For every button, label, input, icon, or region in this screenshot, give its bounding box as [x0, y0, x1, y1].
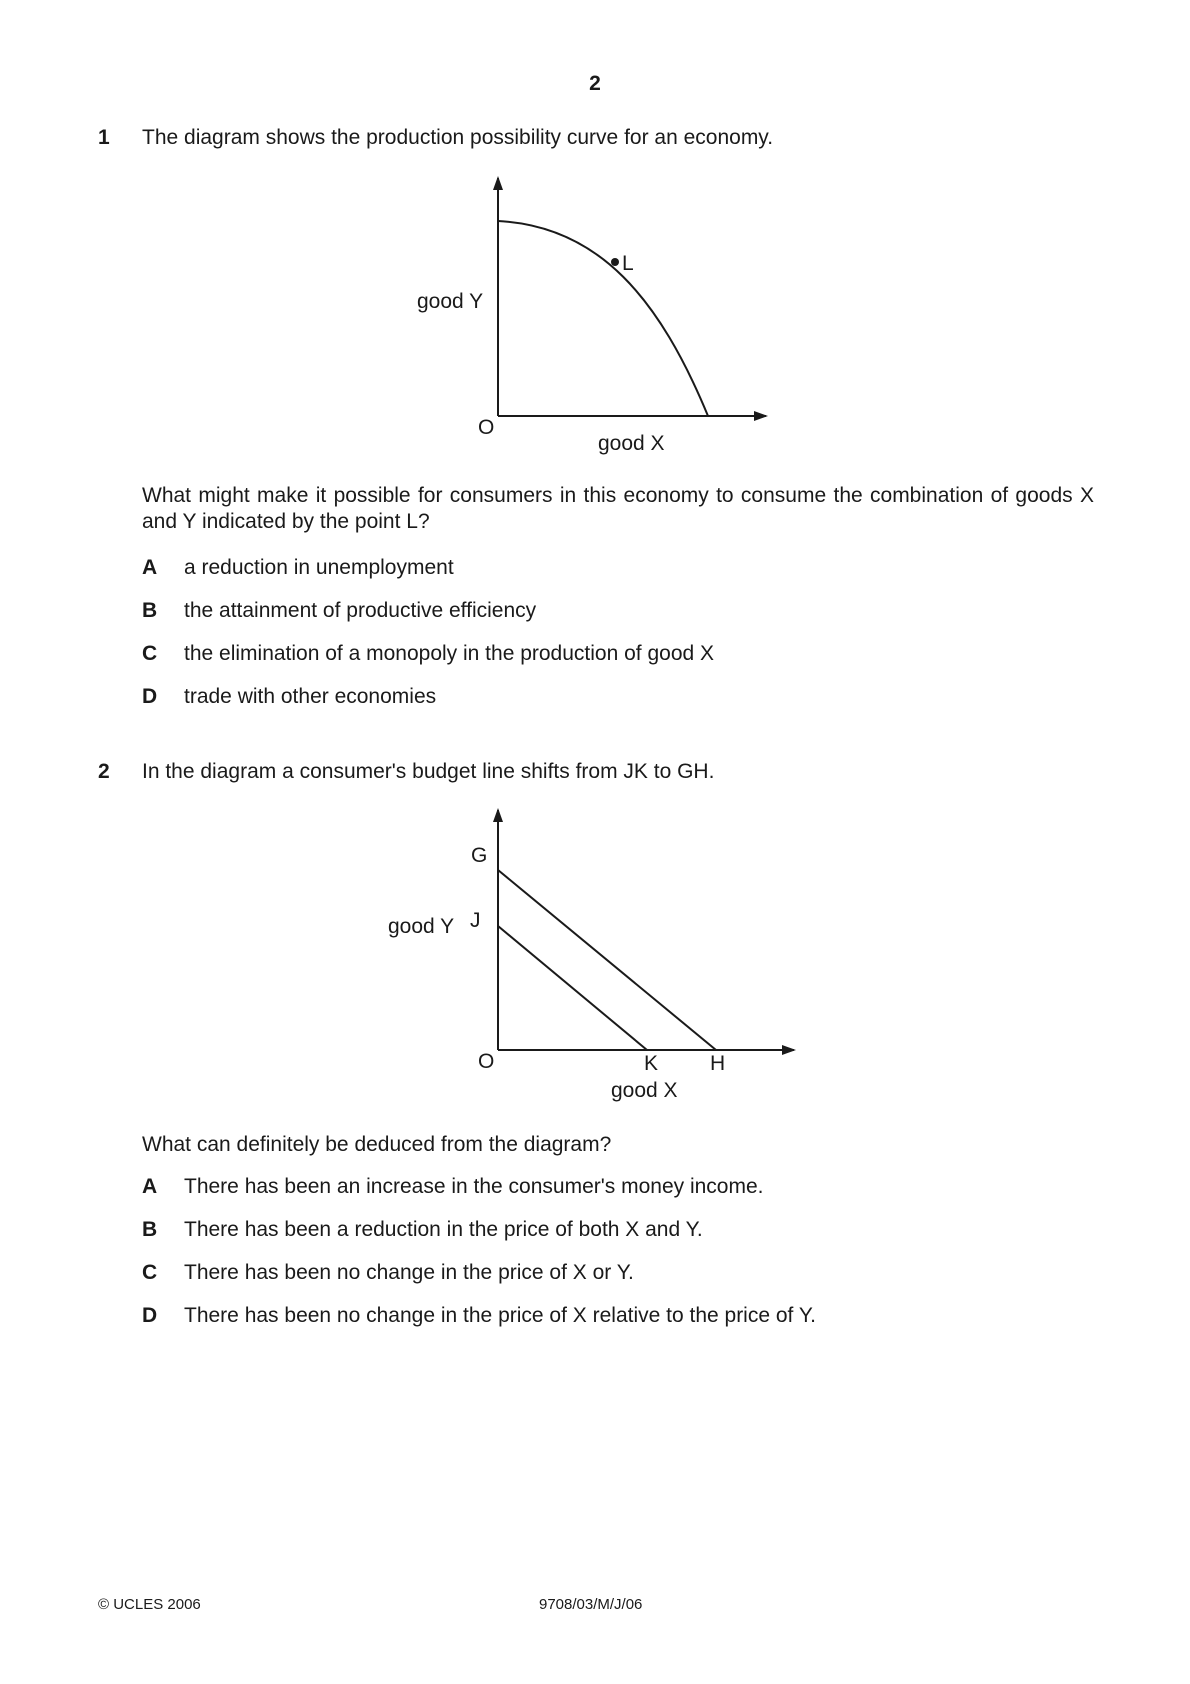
ppc-y-label: good Y [417, 290, 484, 313]
ppc-curve [498, 221, 708, 416]
question-1-number: 1 [98, 126, 110, 149]
budget-y-label: good Y [388, 915, 455, 938]
q1-option-b-letter: B [142, 599, 158, 622]
budget-origin-label: O [478, 1050, 495, 1073]
ppc-diagram [0, 0, 1190, 480]
label-g: G [471, 844, 488, 867]
budget-line-jk [498, 926, 647, 1050]
q2-option-c-text: There has been no change in the price of X or Y. [184, 1261, 634, 1284]
budget-line-gh [498, 870, 716, 1050]
page-number: 2 [589, 72, 601, 95]
q2-option-b-text: There has been a reduction in the price of both X and Y. [184, 1218, 703, 1241]
footer-copyright: © UCLES 2006 [98, 1596, 201, 1613]
q1-option-a-letter: A [142, 556, 158, 579]
ppc-origin-label: O [478, 416, 495, 439]
point-l-label: L [622, 252, 634, 275]
q1-option-d-letter: D [142, 685, 158, 708]
label-h: H [710, 1052, 726, 1075]
q1-option-b-text: the attainment of productive efficiency [184, 599, 537, 622]
budget-x-label: good X [611, 1079, 678, 1102]
q2-option-d-text: There has been no change in the price of X relative to the price of Y. [184, 1304, 816, 1327]
q2-option-d-letter: D [142, 1304, 158, 1327]
budget-line-diagram [0, 790, 1190, 1120]
q1-option-d-text: trade with other economies [184, 685, 437, 708]
label-k: K [644, 1052, 659, 1075]
question-1-intro: The diagram shows the production possibility curve for an economy. [142, 126, 774, 149]
q1-option-c-letter: C [142, 642, 158, 665]
q2-option-b-letter: B [142, 1218, 158, 1241]
question-2-number: 2 [98, 760, 110, 783]
label-j: J [470, 909, 481, 932]
question-1-stem: What might make it possible for consumers in this economy to consume the combination of goods X and Y indicated by the point L? [142, 484, 1094, 533]
q1-option-c-text: the elimination of a monopoly in the production of good X [184, 642, 715, 665]
point-l-dot [611, 258, 619, 266]
q2-option-a-letter: A [142, 1175, 158, 1198]
question-2-stem: What can definitely be deduced from the diagram? [142, 1133, 612, 1156]
q2-option-c-letter: C [142, 1261, 158, 1284]
ppc-x-label: good X [598, 432, 665, 455]
question-2-intro: In the diagram a consumer's budget line shifts from JK to GH. [142, 760, 715, 783]
footer-code: 9708/03/M/J/06 [539, 1596, 643, 1613]
q1-option-a-text: a reduction in unemployment [184, 556, 454, 579]
q2-option-a-text: There has been an increase in the consumer's money income. [184, 1175, 764, 1198]
